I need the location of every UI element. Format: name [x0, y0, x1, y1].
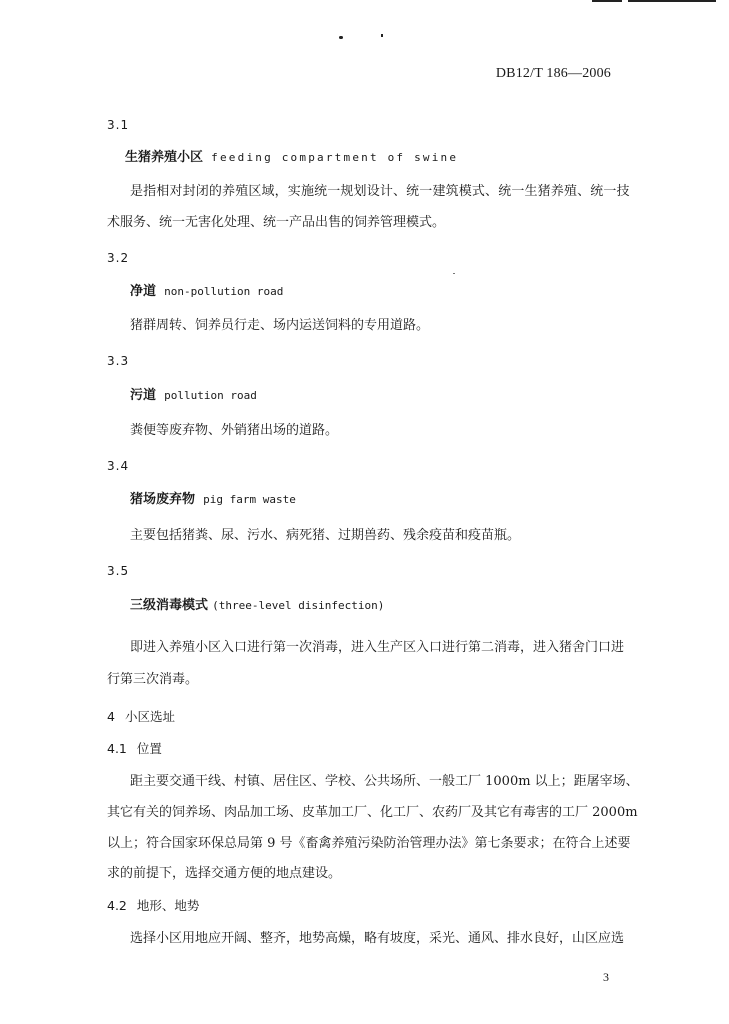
term-3-2	[130, 284, 283, 300]
term-3-4	[130, 492, 296, 508]
subsection-heading-4-1	[107, 741, 162, 757]
definition-line: 是指相对封闭的养殖区域，实施统一规划设计、统一建筑模式、统一生猪养殖、统一技	[130, 184, 630, 199]
definition-line: 行第三次消毒。	[107, 672, 199, 687]
term-en: (three-level disinfection)	[212, 599, 385, 612]
chapter-title: 小区选址	[124, 709, 175, 724]
section-number-3-1: 3.1	[107, 118, 130, 132]
definition-line: 即进入养殖小区入口进行第一次消毒，进入生产区入口进行第二消毒，进入猪舍门口进	[130, 640, 625, 655]
term-en: non-pollution road	[164, 285, 284, 298]
paragraph-line: 求的前提下，选择交通方便的地点建设。	[107, 866, 342, 881]
section-number-3-4: 3.4	[107, 459, 130, 473]
subsection-heading-4-2	[107, 898, 199, 914]
subsection-title: 位置	[136, 741, 162, 756]
paragraph-line: 以上；符合国家环保总局第 9 号《畜禽养殖污染防治管理办法》第七条要求；在符合上述要	[107, 836, 631, 851]
standard-code: DB12/T 186—2006	[495, 66, 611, 81]
section-number-3-2: 3.2	[107, 251, 130, 265]
scan-mark-dot-3	[453, 273, 455, 274]
term-zh: 污道	[130, 388, 157, 403]
section-number-3-3: 3.3	[107, 354, 130, 368]
definition-line: 主要包括猪粪、尿、污水、病死猪、过期兽药、残余疫苗和疫苗瓶。	[130, 528, 521, 543]
definition-line: 粪便等废弃物、外销猪出场的道路。	[130, 423, 339, 438]
term-en: pollution road	[164, 389, 257, 402]
definition-line: 猪群周转、饲养员行走、场内运送饲料的专用道路。	[130, 318, 430, 333]
paragraph-line: 距主要交通干线、村镇、居住区、学校、公共场所、一般工厂 1000m 以上；距屠宰场、	[130, 774, 639, 789]
scan-mark-dot-2	[381, 34, 383, 37]
paragraph-line: 其它有关的饲养场、肉品加工场、皮革加工厂、化工厂、农药厂及其它有毒害的工厂 2000m	[107, 805, 638, 820]
term-3-3	[130, 388, 257, 404]
subsection-title: 地形、地势	[136, 898, 200, 913]
scan-mark-top-right-2	[628, 0, 716, 2]
term-en: pig farm waste	[203, 493, 296, 506]
term-3-1	[125, 150, 458, 166]
term-3-5	[130, 598, 384, 614]
term-en: feeding compartment of swine	[211, 151, 459, 164]
term-zh: 生猪养殖小区	[125, 150, 204, 165]
subsection-number: 4.2	[107, 898, 127, 913]
section-number-3-5: 3.5	[107, 564, 130, 578]
subsection-number: 4.1	[107, 741, 127, 756]
page-number: 3	[603, 970, 609, 984]
term-zh: 三级消毒模式	[130, 598, 209, 613]
term-zh: 净道	[130, 284, 157, 299]
scan-mark-top-right-1	[592, 0, 622, 2]
scan-mark-dot-1	[339, 36, 343, 39]
chapter-number: 4	[107, 709, 115, 724]
term-zh: 猪场废弃物	[130, 492, 196, 507]
paragraph-line: 选择小区用地应开阔、整齐，地势高燥，略有坡度，采光、通风、排水良好，山区应选	[130, 931, 625, 946]
chapter-heading-4	[107, 709, 175, 725]
definition-line: 术服务、统一无害化处理、统一产品出售的饲养管理模式。	[107, 215, 446, 230]
